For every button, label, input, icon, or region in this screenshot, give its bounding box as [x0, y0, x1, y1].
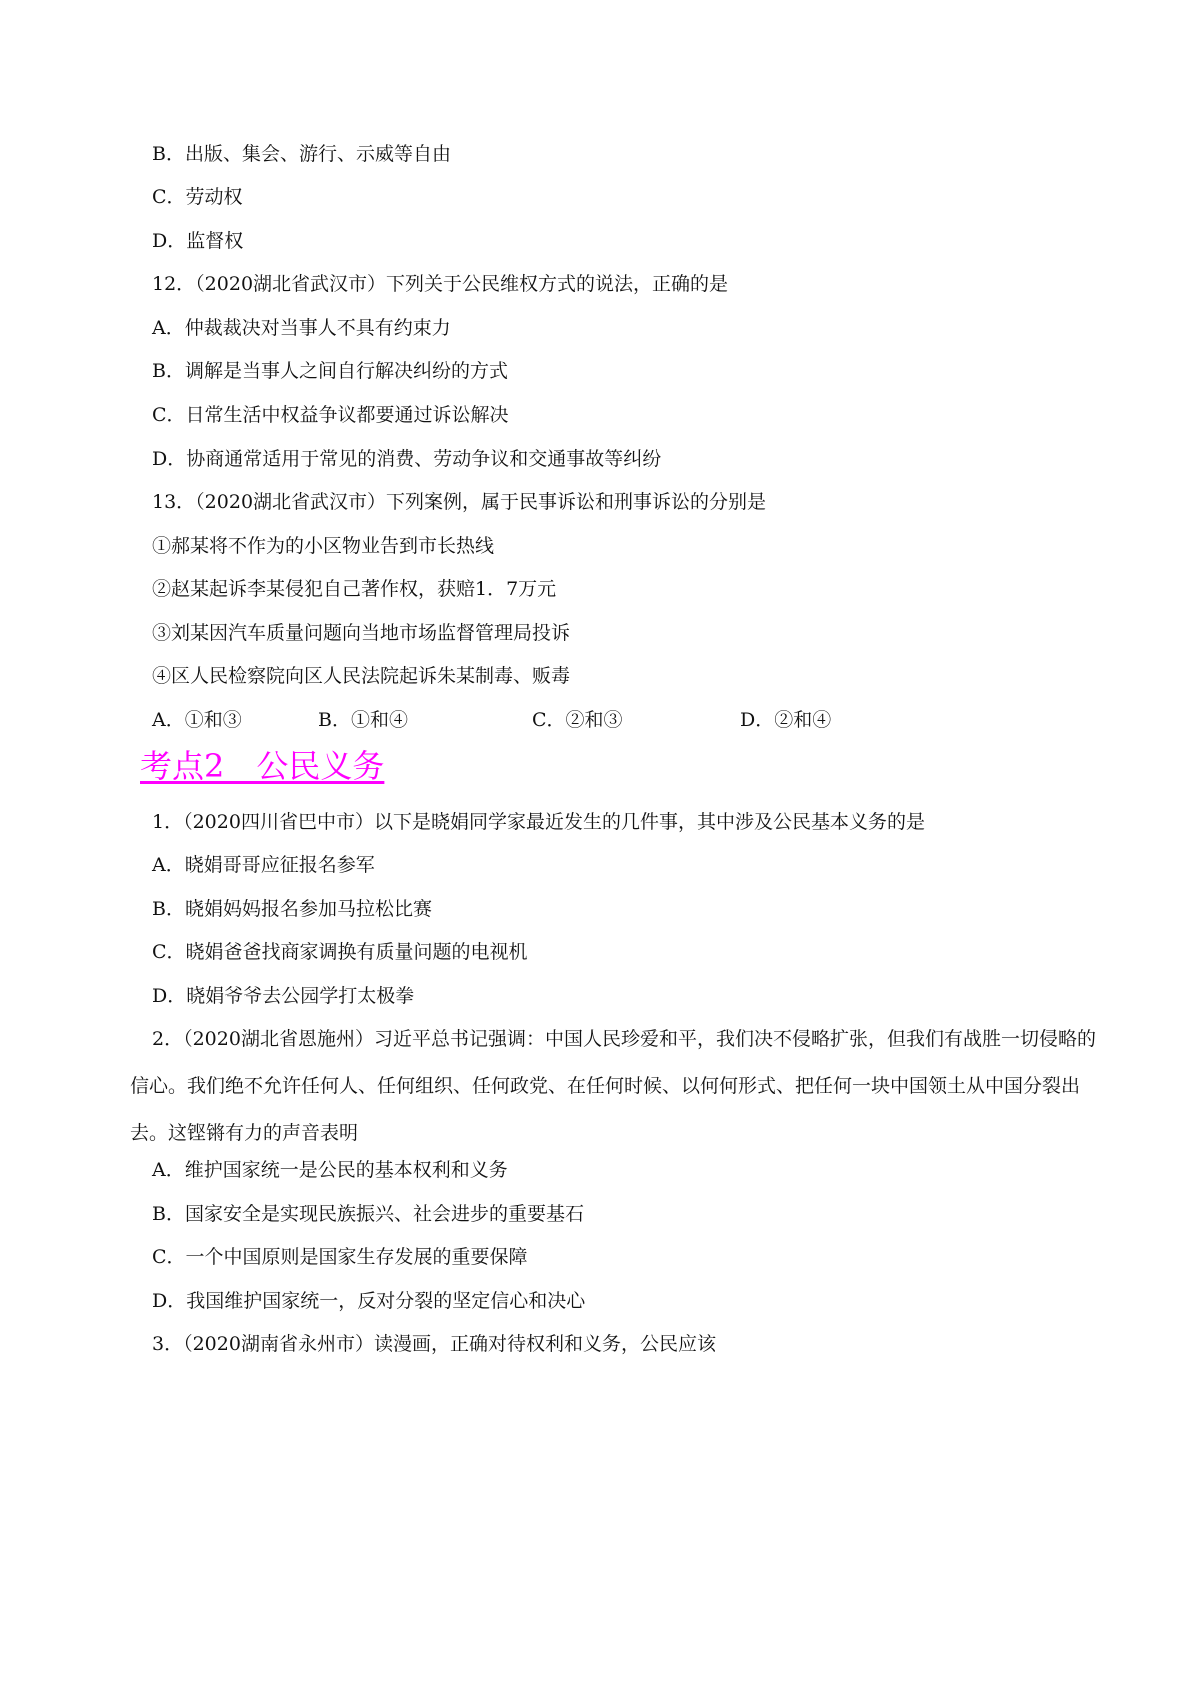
q11-option-c: C．劳动权 [152, 186, 243, 208]
q13-option-b: B．①和④ [318, 709, 408, 731]
q2-option-c: C．一个中国原则是国家生存发展的重要保障 [152, 1246, 528, 1268]
q11-option-b: B．出版、集会、游行、示威等自由 [152, 143, 451, 165]
q12-option-a: A．仲裁裁决对当事人不具有约束力 [152, 317, 451, 339]
q1-stem: 1．（2020四川省巴中市）以下是晓娟同学家最近发生的几件事，其中涉及公民基本义务的是 [152, 811, 925, 833]
q12-option-b: B．调解是当事人之间自行解决纠纷的方式 [152, 360, 508, 382]
q13-option-d: D．②和④ [740, 709, 832, 731]
q2-option-b: B．国家安全是实现民族振兴、社会进步的重要基石 [152, 1203, 584, 1225]
q3-stem: 3．（2020湖南省永州市）读漫画，正确对待权利和义务，公民应该 [152, 1333, 716, 1355]
section-heading: 考点2 公民义务 [140, 747, 385, 785]
q13-option-c: C．②和③ [532, 709, 623, 731]
q1-option-d: D．晓娟爷爷去公园学打太极拳 [152, 985, 415, 1007]
q13-case-2: ②赵某起诉李某侵犯自己著作权，获赔1．7万元 [152, 578, 557, 600]
q1-option-c: C．晓娟爸爸找商家调换有质量问题的电视机 [152, 941, 528, 963]
q1-option-a: A．晓娟哥哥应征报名参军 [152, 854, 375, 876]
q12-stem: 12．（2020湖北省武汉市）下列关于公民维权方式的说法，正确的是 [152, 273, 729, 295]
q13-case-1: ①郝某将不作为的小区物业告到市长热线 [152, 535, 495, 557]
q2-stem: 2．（2020湖北省恩施州）习近平总书记强调：中国人民珍爱和平，我们决不侵略扩张，但我们有战胜一切侵略的信心。我们绝不允许任何人、任何组织、任何政党、在任何时候、以何何形式、把任何一块中国领土从中国分裂出去。这铿锵有力的声音表明 [130, 1028, 1096, 1144]
q13-case-4: ④区人民检察院向区人民法院起诉朱某制毒、贩毒 [152, 665, 571, 687]
q13-option-a: A．①和③ [152, 709, 242, 731]
q2-option-a: A．维护国家统一是公民的基本权利和义务 [152, 1159, 508, 1181]
q11-option-d: D．监督权 [152, 230, 244, 252]
q13-case-3: ③刘某因汽车质量问题向当地市场监督管理局投诉 [152, 622, 571, 644]
q12-option-d: D．协商通常适用于常见的消费、劳动争议和交通事故等纠纷 [152, 448, 662, 470]
q12-option-c: C．日常生活中权益争议都要通过诉讼解决 [152, 404, 509, 426]
q1-option-b: B．晓娟妈妈报名参加马拉松比赛 [152, 898, 432, 920]
q2-option-d: D．我国维护国家统一，反对分裂的坚定信心和决心 [152, 1290, 586, 1312]
q13-stem: 13．（2020湖北省武汉市）下列案例，属于民事诉讼和刑事诉讼的分别是 [152, 491, 767, 513]
